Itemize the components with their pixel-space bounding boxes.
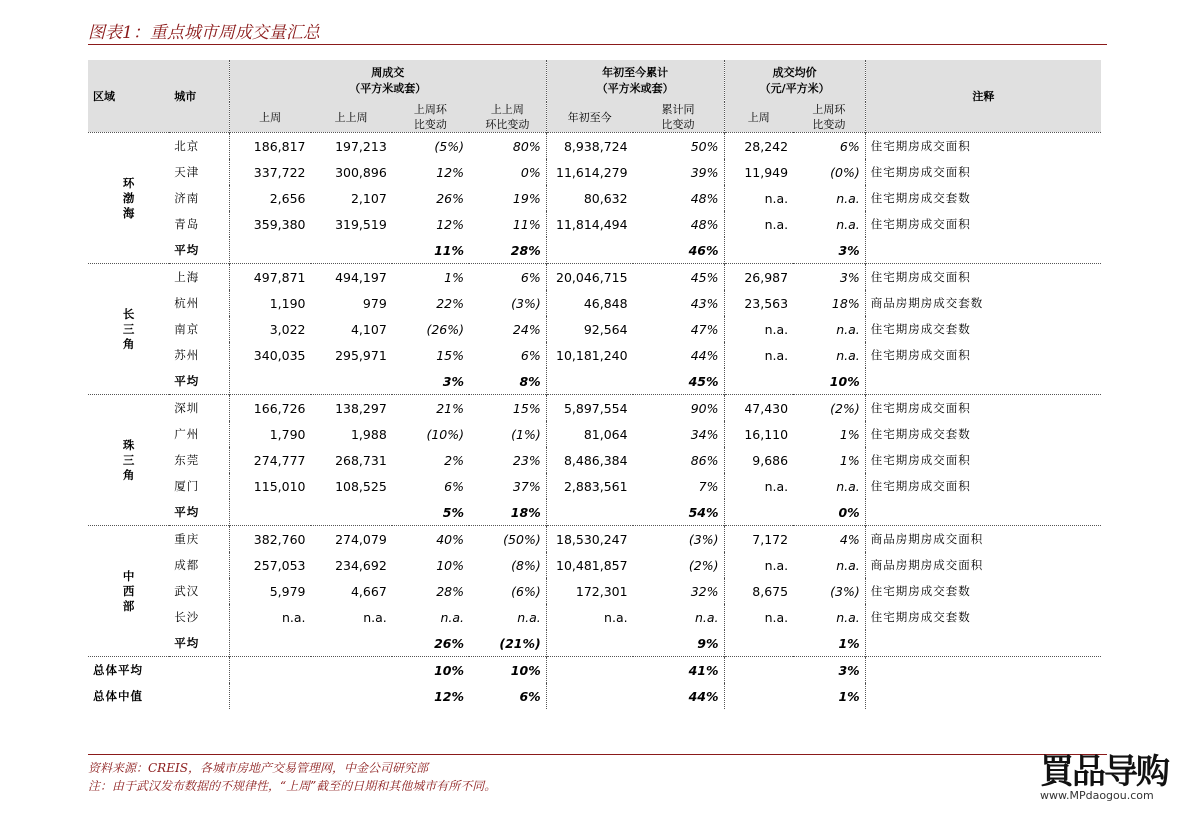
pwow-cell: 0% <box>469 159 546 185</box>
note-cell: 商品房期房成交面积 <box>870 558 984 572</box>
week-before-cell: 4,107 <box>350 321 387 337</box>
avg-ytd-yoy-cell: 54% <box>633 499 724 526</box>
last-week-cell: 5,979 <box>269 583 306 599</box>
price-cell: 9,686 <box>752 452 789 468</box>
price-cell: n.a. <box>764 190 789 206</box>
region-cell <box>88 133 169 264</box>
pwow-cell: (3%) <box>469 290 546 316</box>
empty-cell <box>229 237 310 264</box>
price-wow-cell: (2%) <box>793 395 865 422</box>
price-cell: 7,172 <box>724 526 793 553</box>
last-week-cell: n.a. <box>281 609 306 625</box>
city-cell: 厦门 <box>169 473 229 499</box>
table-row <box>88 159 1101 185</box>
empty-cell <box>229 368 310 395</box>
table-row <box>88 552 1101 578</box>
last-week-cell: 359,380 <box>253 216 306 232</box>
price-cell: n.a. <box>764 609 789 625</box>
table-row <box>88 316 1101 342</box>
figure-title: 图表1：重点城市周成交量汇总 <box>88 23 320 43</box>
price-wow-cell: (3%) <box>793 578 865 604</box>
empty-cell <box>311 499 392 526</box>
empty-cell <box>311 657 392 684</box>
header-city: 城市 <box>169 60 229 133</box>
wow-cell: (5%) <box>392 133 469 160</box>
table-row <box>88 447 1101 473</box>
note-cell: 住宅期房成交套数 <box>870 610 971 624</box>
ytd-yoy-cell: 34% <box>633 421 724 447</box>
header-last-week: 上周 <box>229 102 310 133</box>
empty-cell <box>311 368 392 395</box>
week-before-cell: 197,213 <box>311 133 392 160</box>
summary-table <box>88 60 1101 709</box>
region-char: 西 <box>122 583 135 598</box>
pwow-cell: 15% <box>469 395 546 422</box>
avg-pwow-cell: 18% <box>469 499 546 526</box>
total-wow-cell: 10% <box>392 657 469 684</box>
empty-cell <box>865 630 1101 657</box>
total-price-wow-cell: 1% <box>793 683 865 709</box>
table-row <box>88 578 1101 604</box>
week-before-cell: 300,896 <box>335 164 387 180</box>
header-ytd-unit: （平方米或套） <box>596 82 674 95</box>
empty-cell <box>311 683 392 709</box>
price-wow-cell: n.a. <box>793 185 865 211</box>
ytd-cell: 92,564 <box>583 321 628 337</box>
note-cell: 住宅期房成交套数 <box>870 427 971 441</box>
region-cell <box>88 395 169 526</box>
header-row-1 <box>88 60 1101 102</box>
note-cell: 住宅期房成交面积 <box>870 217 971 231</box>
empty-cell <box>865 368 1101 395</box>
week-before-cell: 138,297 <box>311 395 392 422</box>
week-before-cell: 108,525 <box>335 478 387 494</box>
wow-cell: 28% <box>436 583 464 599</box>
wow-cell: 26% <box>436 190 464 206</box>
last-week-cell: 340,035 <box>253 347 306 363</box>
pwow-cell: 37% <box>469 473 546 499</box>
week-before-cell: 268,731 <box>335 452 387 468</box>
total-row <box>88 683 1101 709</box>
price-wow-cell: 3% <box>793 264 865 291</box>
avg-wow-cell: 26% <box>434 635 464 651</box>
pwow-cell: (50%) <box>469 526 546 553</box>
city-cell: 苏州 <box>169 342 229 368</box>
region-char: 渤 <box>122 190 135 205</box>
average-label: 平均 <box>169 368 229 395</box>
region-cell <box>88 526 169 657</box>
last-week-cell: 382,760 <box>229 526 310 553</box>
empty-cell <box>724 657 793 684</box>
ytd-cell: 2,883,561 <box>563 478 628 494</box>
price-cell: n.a. <box>764 347 789 363</box>
price-wow-cell: 1% <box>793 421 865 447</box>
city-cell: 广州 <box>169 421 229 447</box>
empty-cell <box>724 499 793 526</box>
average-label: 平均 <box>169 237 229 264</box>
ytd-yoy-cell: 90% <box>633 395 724 422</box>
empty-cell <box>311 237 392 264</box>
note-cell: 住宅期房成交面积 <box>865 133 1101 160</box>
city-cell: 上海 <box>169 264 229 291</box>
note-cell: 住宅期房成交套数 <box>870 584 971 598</box>
table-row <box>88 395 1101 422</box>
average-row <box>88 630 1101 657</box>
ytd-cell: 8,486,384 <box>563 452 628 468</box>
ytd-cell: n.a. <box>604 609 628 625</box>
week-before-cell: 979 <box>362 295 387 311</box>
last-week-cell: 337,722 <box>253 164 306 180</box>
price-cell: 16,110 <box>744 426 789 442</box>
table-row <box>88 211 1101 237</box>
pwow-cell: 11% <box>469 211 546 237</box>
footer-divider <box>88 754 1107 755</box>
avg-price-wow-cell: 10% <box>793 368 865 395</box>
table-row <box>88 473 1101 499</box>
region-char: 中 <box>122 568 135 583</box>
table-row <box>88 133 1101 160</box>
pwow-cell: 19% <box>469 185 546 211</box>
wow-cell: 10% <box>436 557 464 573</box>
ytd-yoy-cell: 47% <box>633 316 724 342</box>
avg-ytd-yoy-cell: 9% <box>633 630 724 657</box>
average-row <box>88 237 1101 264</box>
empty-cell <box>865 683 1101 709</box>
empty-cell <box>546 657 632 684</box>
region-char: 珠 <box>122 437 135 452</box>
ytd-cell: 20,046,715 <box>546 264 632 291</box>
price-wow-cell: n.a. <box>793 316 865 342</box>
ytd-cell: 46,848 <box>583 295 628 311</box>
price-cell: n.a. <box>764 557 789 573</box>
avg-price-wow-cell: 3% <box>793 237 865 264</box>
header-price-label: 成交均价 <box>772 66 817 79</box>
price-cell: 23,563 <box>744 295 789 311</box>
note-cell: 住宅期房成交面积 <box>870 479 971 493</box>
pwow-cell: 80% <box>469 133 546 160</box>
wow-cell: 1% <box>392 264 469 291</box>
total-pwow-cell: 10% <box>469 657 546 684</box>
header-price-unit: （元/平方米） <box>759 82 830 95</box>
pwow-cell: (1%) <box>469 421 546 447</box>
ytd-cell: 8,938,724 <box>546 133 632 160</box>
pwow-cell: 6% <box>469 264 546 291</box>
total-row <box>88 657 1101 684</box>
average-label: 平均 <box>169 499 229 526</box>
price-wow-cell: n.a. <box>793 473 865 499</box>
table-row <box>88 185 1101 211</box>
table-row <box>88 342 1101 368</box>
ytd-yoy-cell: 45% <box>633 264 724 291</box>
note-cell: 住宅期房成交面积 <box>870 165 971 179</box>
price-cell: n.a. <box>764 478 789 494</box>
city-cell: 深圳 <box>169 395 229 422</box>
last-week-cell: 115,010 <box>253 478 306 494</box>
wow-cell: n.a. <box>440 609 464 625</box>
ytd-yoy-cell: 7% <box>633 473 724 499</box>
last-week-cell: 1,790 <box>269 426 306 442</box>
header-weekly-unit: （平方米或套） <box>349 82 427 95</box>
ytd-yoy-cell: 43% <box>633 290 724 316</box>
total-wow-cell: 12% <box>434 688 464 704</box>
empty-cell <box>229 499 310 526</box>
empty-cell <box>546 630 632 657</box>
header-weekly <box>229 60 546 102</box>
week-before-cell: 4,667 <box>350 583 387 599</box>
wow-cell: 15% <box>436 347 464 363</box>
price-cell: 28,242 <box>724 133 793 160</box>
week-before-cell: 2,107 <box>350 190 387 206</box>
note-cell: 住宅期房成交面积 <box>865 264 1101 291</box>
ytd-cell: 11,814,494 <box>556 216 628 232</box>
wow-cell: 12% <box>436 216 464 232</box>
table-row <box>88 290 1101 316</box>
ytd-yoy-cell: 48% <box>633 185 724 211</box>
last-week-cell: 166,726 <box>229 395 310 422</box>
note-cell: 商品房期房成交面积 <box>865 526 1101 553</box>
price-cell: 11,949 <box>744 164 789 180</box>
last-week-cell: 274,777 <box>253 452 306 468</box>
price-wow-cell: 1% <box>793 447 865 473</box>
wow-cell: (10%) <box>426 426 464 442</box>
total-label: 总体中值 <box>88 683 229 709</box>
empty-cell <box>865 657 1101 684</box>
average-row <box>88 499 1101 526</box>
last-week-cell: 257,053 <box>253 557 306 573</box>
avg-pwow-cell: 8% <box>469 368 546 395</box>
empty-cell <box>724 630 793 657</box>
ytd-yoy-cell: n.a. <box>633 604 724 630</box>
ytd-cell: 10,481,857 <box>556 557 628 573</box>
header-ytd <box>546 60 724 102</box>
city-cell: 南京 <box>169 316 229 342</box>
total-ytd-yoy-cell: 44% <box>633 683 724 709</box>
last-week-cell: 186,817 <box>229 133 310 160</box>
pwow-cell: 6% <box>469 342 546 368</box>
empty-cell <box>724 237 793 264</box>
region-char: 角 <box>122 467 135 482</box>
city-cell: 重庆 <box>169 526 229 553</box>
logo-url: www.MPdaogou.com <box>1040 789 1154 802</box>
city-cell: 济南 <box>169 185 229 211</box>
title-divider <box>88 44 1107 45</box>
price-wow-cell: n.a. <box>793 552 865 578</box>
city-cell: 东莞 <box>169 447 229 473</box>
ytd-cell: 5,897,554 <box>546 395 632 422</box>
table-row <box>88 526 1101 553</box>
note-cell: 住宅期房成交套数 <box>870 191 971 205</box>
empty-cell <box>724 368 793 395</box>
note-cell: 住宅期房成交面积 <box>865 395 1101 422</box>
ytd-yoy-cell: 32% <box>633 578 724 604</box>
avg-price-wow-cell: 1% <box>793 630 865 657</box>
table-row <box>88 421 1101 447</box>
empty-cell <box>546 368 632 395</box>
total-pwow-cell: 6% <box>469 683 546 709</box>
region-char: 海 <box>122 205 135 220</box>
price-cell: 26,987 <box>724 264 793 291</box>
week-before-cell: 494,197 <box>311 264 392 291</box>
week-before-cell: n.a. <box>363 609 387 625</box>
header-ytd-sub: 年初至今 <box>546 102 632 133</box>
price-cell: n.a. <box>764 216 789 232</box>
header-price-wow: 上周环 比变动 <box>793 102 865 133</box>
region-cell <box>88 264 169 395</box>
pwow-cell: (8%) <box>469 552 546 578</box>
city-cell: 成都 <box>169 552 229 578</box>
week-before-cell: 274,079 <box>311 526 392 553</box>
avg-wow-cell: 5% <box>442 504 464 520</box>
header-notes: 注释 <box>865 60 1101 133</box>
avg-ytd-yoy-cell: 46% <box>633 237 724 264</box>
header-ytd-yoy: 累计同 比变动 <box>633 102 724 133</box>
pwow-cell: 23% <box>469 447 546 473</box>
empty-cell <box>724 683 793 709</box>
last-week-cell: 1,190 <box>269 295 306 311</box>
empty-cell <box>865 499 1101 526</box>
ytd-yoy-cell: (2%) <box>633 552 724 578</box>
ytd-yoy-cell: (3%) <box>633 526 724 553</box>
wow-cell: 22% <box>436 295 464 311</box>
week-before-cell: 295,971 <box>335 347 387 363</box>
week-before-cell: 1,988 <box>350 426 387 442</box>
ytd-yoy-cell: 44% <box>633 342 724 368</box>
note-cell: 住宅期房成交面积 <box>870 453 971 467</box>
price-cell: 8,675 <box>752 583 789 599</box>
region-char: 环 <box>122 175 135 190</box>
header-wow: 上周环 比变动 <box>392 102 469 133</box>
empty-cell <box>546 683 632 709</box>
average-row <box>88 368 1101 395</box>
city-cell: 杭州 <box>169 290 229 316</box>
wow-cell: 21% <box>392 395 469 422</box>
table-row <box>88 264 1101 291</box>
week-before-cell: 319,519 <box>335 216 387 232</box>
price-cell: 47,430 <box>724 395 793 422</box>
region-char: 部 <box>122 598 135 613</box>
wow-cell: 6% <box>444 478 464 494</box>
site-logo <box>1040 744 1170 800</box>
pwow-cell: n.a. <box>469 604 546 630</box>
city-cell: 天津 <box>169 159 229 185</box>
region-char: 三 <box>122 321 135 336</box>
price-wow-cell: n.a. <box>793 604 865 630</box>
price-wow-cell: (0%) <box>793 159 865 185</box>
header-price-last: 上周 <box>724 102 793 133</box>
header-week-before: 上上周 <box>311 102 392 133</box>
city-cell: 武汉 <box>169 578 229 604</box>
last-week-cell: 497,871 <box>229 264 310 291</box>
total-ytd-yoy-cell: 41% <box>633 657 724 684</box>
ytd-yoy-cell: 86% <box>633 447 724 473</box>
ytd-cell: 172,301 <box>575 583 628 599</box>
last-week-cell: 2,656 <box>269 190 306 206</box>
city-cell: 青岛 <box>169 211 229 237</box>
ytd-cell: 11,614,279 <box>556 164 628 180</box>
ytd-cell: 81,064 <box>583 426 628 442</box>
region-char: 长 <box>122 306 135 321</box>
source-note: 资料来源：CREIS，各城市房地产交易管理网，中金公司研究部 <box>88 761 428 775</box>
price-wow-cell: 6% <box>793 133 865 160</box>
ytd-cell: 18,530,247 <box>546 526 632 553</box>
region-char: 三 <box>122 452 135 467</box>
city-cell: 北京 <box>169 133 229 160</box>
logo-text: 買品导购 <box>1040 752 1168 792</box>
week-before-cell: 234,692 <box>335 557 387 573</box>
note-cell: 住宅期房成交套数 <box>870 322 971 336</box>
empty-cell <box>229 683 310 709</box>
empty-cell <box>865 237 1101 264</box>
empty-cell <box>311 630 392 657</box>
empty-cell <box>546 499 632 526</box>
wow-cell: 12% <box>436 164 464 180</box>
header-region: 区域 <box>88 60 169 133</box>
last-week-cell: 3,022 <box>269 321 306 337</box>
ytd-cell: 80,632 <box>583 190 628 206</box>
city-cell: 长沙 <box>169 604 229 630</box>
empty-cell <box>546 237 632 264</box>
header-weekly-label: 周成交 <box>371 66 405 79</box>
avg-pwow-cell: 28% <box>469 237 546 264</box>
price-wow-cell: 4% <box>793 526 865 553</box>
table-row <box>88 604 1101 630</box>
header-price <box>724 60 865 102</box>
total-label: 总体平均 <box>88 657 229 684</box>
avg-pwow-cell: (21%) <box>469 630 546 657</box>
price-wow-cell: n.a. <box>793 342 865 368</box>
wow-cell: (26%) <box>426 321 464 337</box>
total-price-wow-cell: 3% <box>793 657 865 684</box>
avg-wow-cell: 11% <box>434 242 464 258</box>
empty-cell <box>229 630 310 657</box>
ytd-cell: 10,181,240 <box>556 347 628 363</box>
note-cell: 住宅期房成交面积 <box>870 348 971 362</box>
average-label: 平均 <box>169 630 229 657</box>
wow-cell: 40% <box>392 526 469 553</box>
pwow-cell: 24% <box>469 316 546 342</box>
footnote: 注：由于武汉发布数据的不规律性，“上周”截至的日期和其他城市有所不同。 <box>88 779 497 793</box>
region-char: 角 <box>122 336 135 351</box>
ytd-yoy-cell: 48% <box>633 211 724 237</box>
empty-cell <box>229 657 310 684</box>
header-ytd-label: 年初至今累计 <box>602 66 669 79</box>
note-cell: 商品房期房成交套数 <box>870 296 984 310</box>
ytd-yoy-cell: 50% <box>633 133 724 160</box>
price-wow-cell: 18% <box>793 290 865 316</box>
ytd-yoy-cell: 39% <box>633 159 724 185</box>
avg-wow-cell: 3% <box>442 373 464 389</box>
pwow-cell: (6%) <box>469 578 546 604</box>
wow-cell: 2% <box>444 452 464 468</box>
price-wow-cell: n.a. <box>793 211 865 237</box>
price-cell: n.a. <box>764 321 789 337</box>
avg-price-wow-cell: 0% <box>793 499 865 526</box>
header-pwow: 上上周 环比变动 <box>469 102 546 133</box>
avg-ytd-yoy-cell: 45% <box>633 368 724 395</box>
